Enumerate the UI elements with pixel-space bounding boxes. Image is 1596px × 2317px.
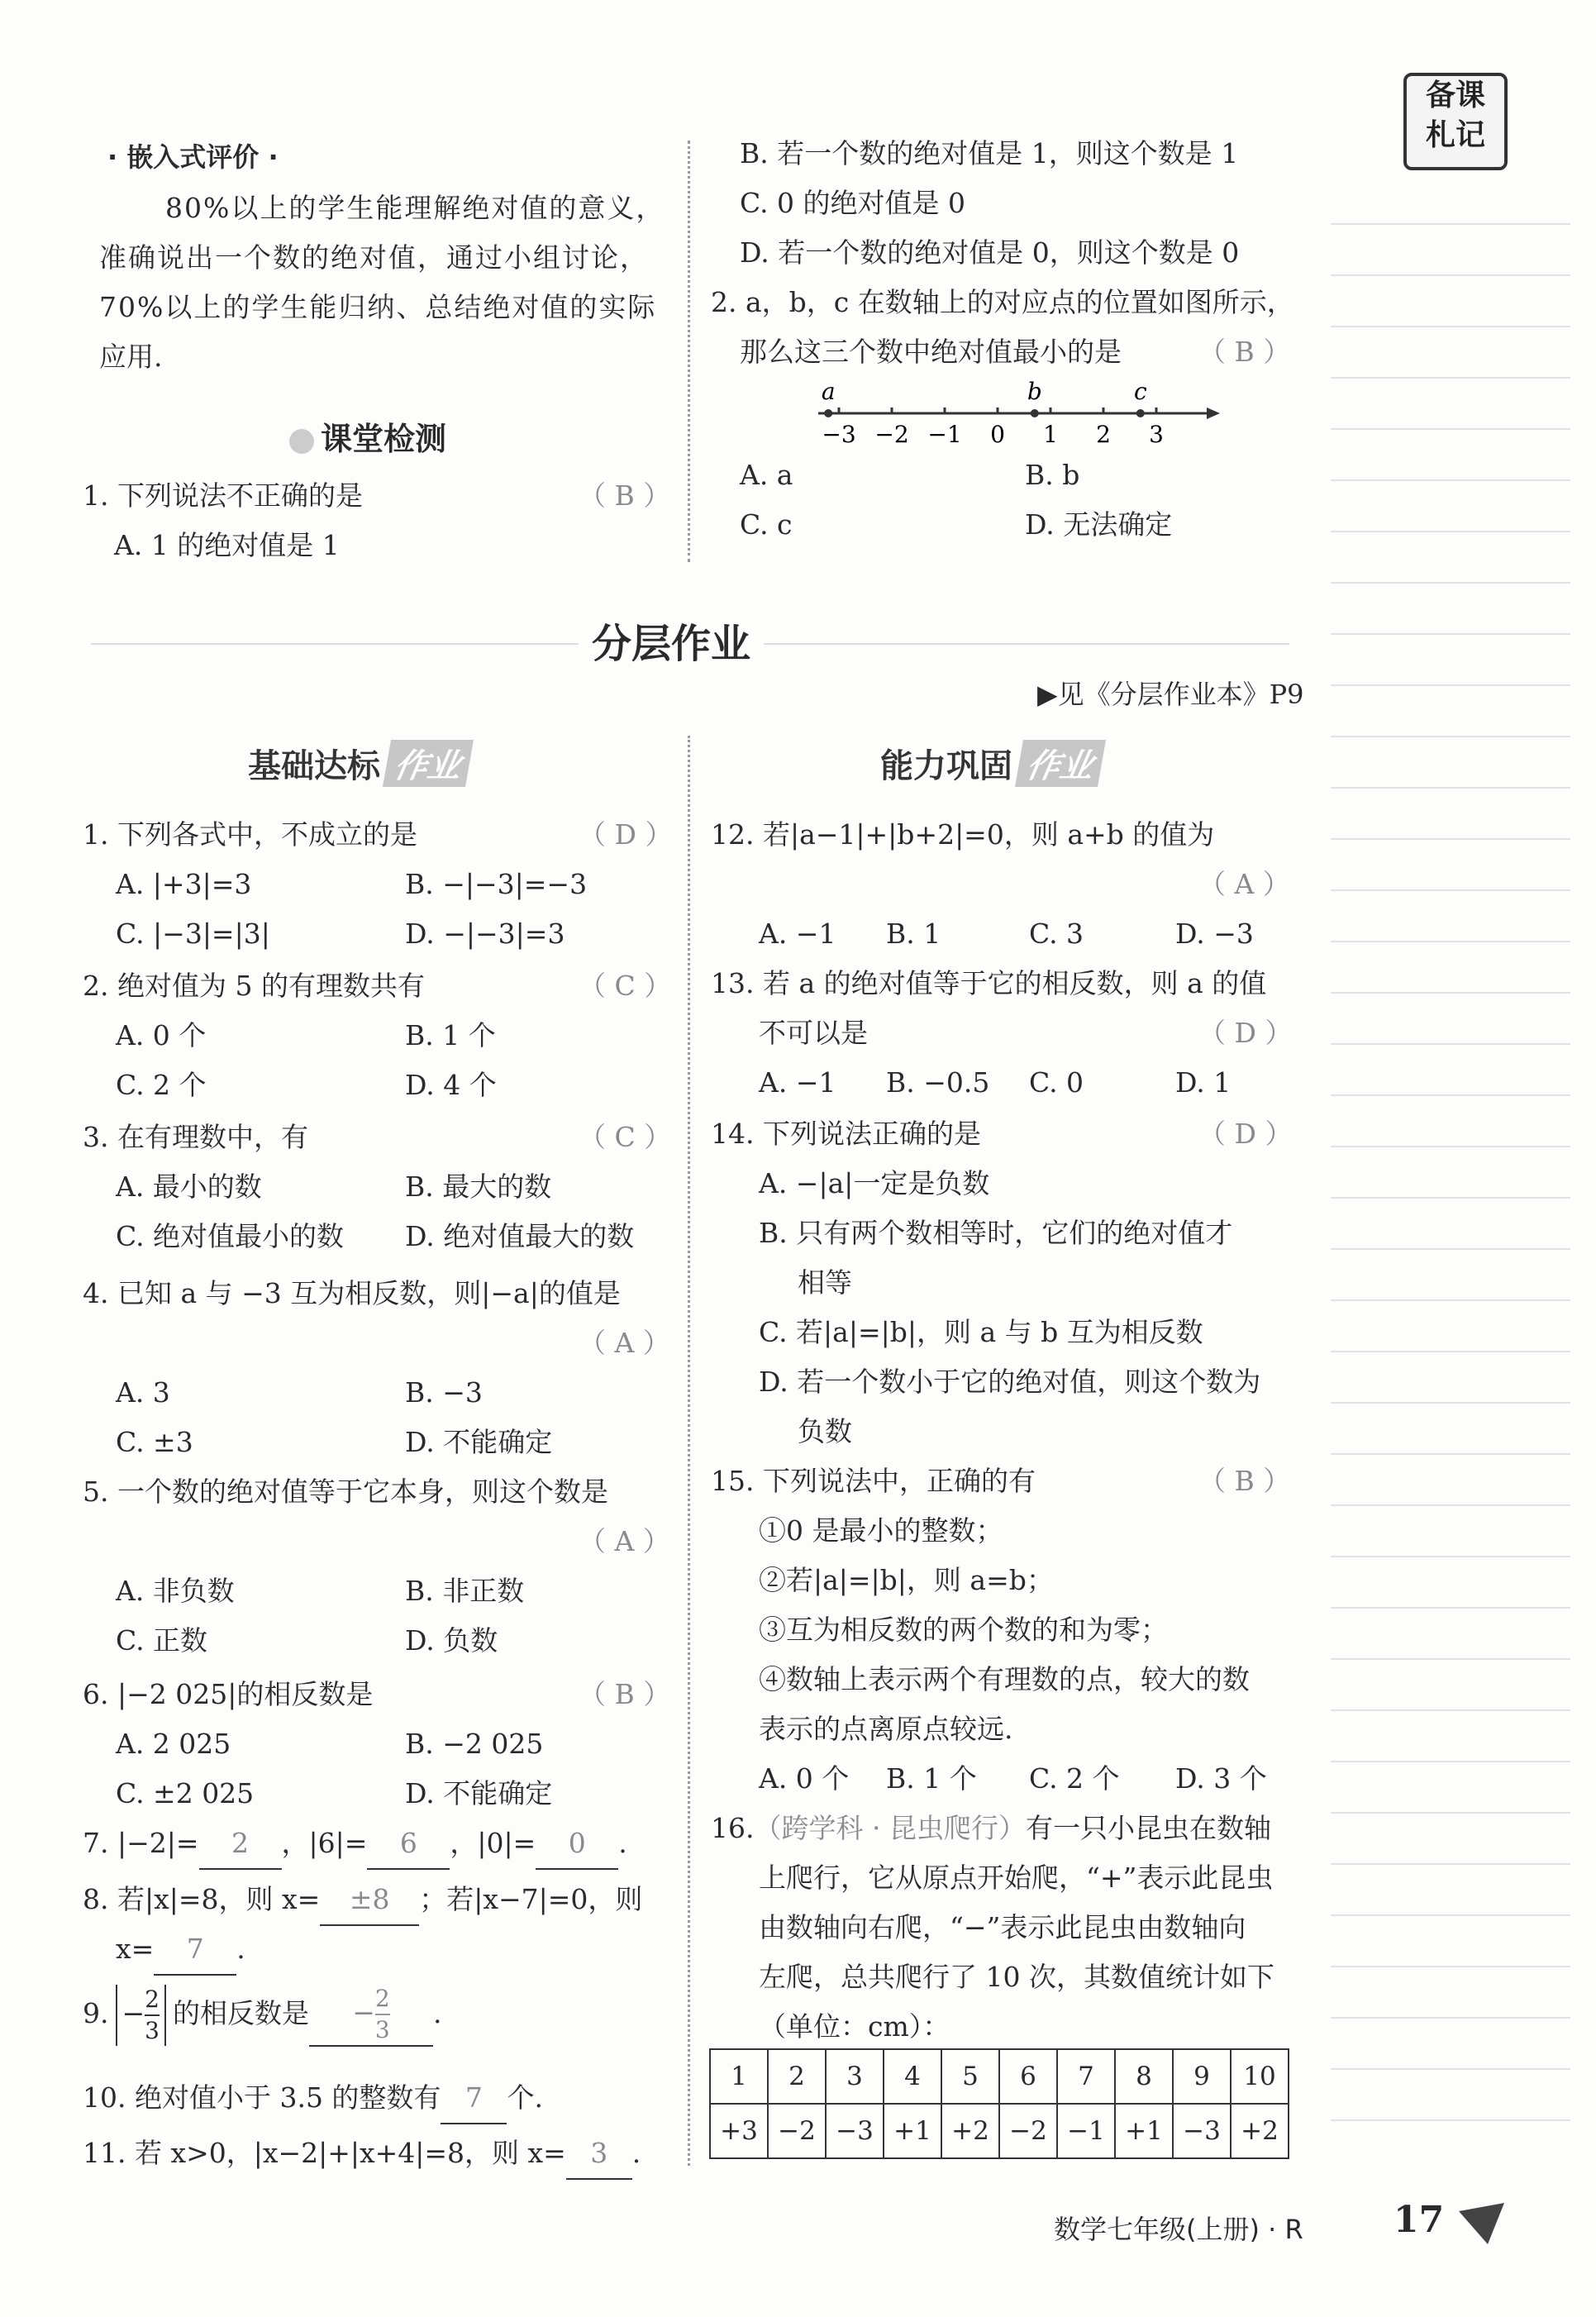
crawl-table-value-cell: +3 — [710, 2104, 768, 2158]
note-line — [1331, 1607, 1570, 1609]
basic-q7-blank: 0 — [536, 1819, 618, 1870]
ability-q15-statement-4: ④数轴上表示两个有理数的点，较大的数 — [759, 1663, 1250, 1695]
crawl-table-index-cell: 6 — [999, 2049, 1057, 2104]
note-line — [1331, 1761, 1570, 1762]
basic-q7-text: ，|6|= — [281, 1827, 368, 1859]
corner-arrow-icon — [1455, 2199, 1513, 2248]
note-line — [1331, 1556, 1570, 1557]
stamp-line1: 备课 — [1425, 79, 1485, 112]
basic-q7-text: ，|0|= — [450, 1827, 536, 1859]
basic-q9-text: 的相反数是 — [172, 1997, 309, 2029]
basic-q1-answer: （ D ） — [579, 818, 673, 851]
tq1-option-d: D. 若一个数的绝对值是 0，则这个数是 0 — [740, 236, 1240, 269]
tq2-option-c: C. c — [740, 508, 793, 541]
basic-q4-option-a: A. 3 — [116, 1376, 170, 1409]
note-line — [1331, 1351, 1570, 1352]
basic-q7-text: . — [618, 1827, 627, 1859]
basic-q5-answer: （ A ） — [579, 1525, 670, 1557]
basic-q4-option-c: C. ±3 — [116, 1426, 193, 1458]
number-line-point — [824, 409, 832, 417]
basic-q6-stem: 6. |−2 025|的相反数是 — [83, 1678, 374, 1710]
note-line — [1331, 1709, 1570, 1711]
note-line — [1331, 889, 1570, 891]
page-number: 17 — [1394, 2199, 1445, 2241]
ability-q14-option-c: C. 若|a|=|b|，则 a 与 b 互为相反数 — [759, 1316, 1203, 1348]
basic-q6-option-b: B. −2 025 — [405, 1728, 544, 1760]
basic-q3-stem: 3. 在有理数中，有 — [83, 1121, 308, 1153]
note-line — [1331, 326, 1570, 327]
note-line — [1331, 684, 1570, 686]
ability-q15-option-d: D. 3 个 — [1175, 1762, 1267, 1795]
basic-q3-option-c: C. 绝对值最小的数 — [116, 1220, 345, 1252]
tq2-option-d: D. 无法确定 — [1025, 508, 1173, 541]
ability-q13-option-c: C. 0 — [1029, 1066, 1084, 1099]
note-line — [1331, 1863, 1570, 1865]
note-line — [1331, 582, 1570, 584]
basic-q8-line1-text: 8. 若|x|=8，则 x= — [83, 1883, 321, 1915]
basic-q4-answer: （ A ） — [579, 1327, 670, 1359]
note-line — [1331, 1299, 1570, 1301]
note-line — [1331, 274, 1570, 276]
basic-q7-blank: 6 — [367, 1819, 450, 1870]
basic-q11-blank: 3 — [566, 2129, 632, 2180]
note-line — [1331, 1043, 1570, 1045]
basic-q8-line1-blank: ±8 — [320, 1875, 419, 1926]
note-line — [1331, 1402, 1570, 1404]
number-line-point — [1136, 409, 1145, 417]
basic-q10-blank: 7 — [441, 2073, 507, 2124]
crawl-table-value-cell: −3 — [1173, 2104, 1231, 2158]
crawl-table-index-cell: 3 — [826, 2049, 884, 2104]
crawl-table-header-row — [710, 2049, 1289, 2104]
note-line — [1331, 633, 1570, 635]
tq2-option-a: A. a — [740, 459, 793, 491]
basic-q9-blank: − $\frac{2}{3}$ — [309, 1984, 433, 2047]
number-line-tick-label: −3 — [822, 421, 856, 448]
basic-q2-answer: （ C ） — [579, 970, 672, 1002]
tq1-option-c: C. 0 的绝对值是 0 — [740, 187, 966, 219]
basic-q3-answer: （ C ） — [579, 1121, 672, 1153]
ability-q14-answer: （ D ） — [1198, 1118, 1293, 1150]
ability-q13-option-d: D. 1 — [1175, 1066, 1232, 1099]
note-line — [1331, 838, 1570, 840]
ability-q12-option-c: C. 3 — [1029, 918, 1084, 950]
basic-heading-text: 基础达标 — [248, 747, 380, 785]
crawl-table-value-cell: −2 — [768, 2104, 826, 2158]
basic-q5-option-d: D. 负数 — [405, 1624, 498, 1657]
ability-q13-option-b: B. −0.5 — [886, 1066, 990, 1099]
tq1-option-a: A. 1 的绝对值是 1 — [114, 529, 340, 561]
note-line — [1331, 1453, 1570, 1455]
basic-q1-stem: 1. 下列各式中，不成立的是 — [83, 818, 417, 851]
ability-q12-stem: 12. 若|a−1|+|b+2|=0，则 a+b 的值为 — [711, 818, 1215, 851]
ability-q13-stem-2: 不可以是 — [759, 1017, 868, 1049]
basic-q2-option-d: D. 4 个 — [405, 1069, 497, 1101]
ability-q12-option-b: B. 1 — [886, 918, 941, 950]
basic-q8-line1 — [83, 1875, 642, 1926]
note-line — [1331, 1197, 1570, 1199]
basic-q6-option-c: C. ±2 025 — [116, 1777, 255, 1809]
basic-q4-option-d: D. 不能确定 — [405, 1426, 553, 1458]
ability-q15-stem: 15. 下列说法中，正确的有 — [711, 1465, 1036, 1497]
note-line — [1331, 428, 1570, 430]
crawl-table-value-cell: −2 — [999, 2104, 1057, 2158]
crawl-table-index-cell: 5 — [941, 2049, 999, 2104]
crawl-table-value-cell: +2 — [941, 2104, 999, 2158]
crawl-table-value-cell: +1 — [1115, 2104, 1173, 2158]
ability-q14-option-a: A. −|a|一定是负数 — [759, 1167, 990, 1199]
note-line — [1331, 1248, 1570, 1250]
ability-q14-option-d-cont: 负数 — [798, 1415, 852, 1447]
eval-line-3: 70%以上的学生能归纳、总结绝对值的实际 — [99, 291, 657, 323]
number-line-point-label: c — [1133, 378, 1147, 405]
ability-heading-text: 能力巩固 — [880, 747, 1012, 785]
tq1-answer: （ B ） — [579, 479, 671, 512]
ability-q14-option-b-cont: 相等 — [798, 1266, 852, 1299]
number-line — [810, 376, 1223, 451]
basic-q4-option-b: B. −3 — [405, 1376, 483, 1409]
ability-q14-option-b: B. 只有两个数相等时，它们的绝对值才 — [759, 1217, 1233, 1249]
ability-q16-number: 16. — [711, 1812, 755, 1844]
ability-heading-tag: 作业 — [1015, 740, 1106, 787]
note-line — [1331, 992, 1570, 994]
note-line — [1331, 1966, 1570, 1967]
note-line — [1331, 479, 1570, 481]
basic-q1-option-c: C. |−3|=|3| — [116, 918, 270, 950]
ability-q15-statement-3: ③互为相反数的两个数的和为零； — [759, 1614, 1168, 1646]
basic-q10 — [83, 2073, 543, 2124]
ability-q16-line-4: 左爬，总共爬行了 10 次，其数值统计如下 — [759, 1961, 1274, 1993]
eval-line-2: 准确说出一个数的绝对值，通过小组讨论， — [99, 241, 649, 274]
ability-q12-option-a: A. −1 — [759, 918, 836, 950]
basic-q1-option-a: A. |+3|=3 — [116, 868, 252, 900]
ability-q12-option-d: D. −3 — [1175, 918, 1254, 950]
crawl-table-value-cell: −3 — [826, 2104, 884, 2158]
basic-q7-blank: 2 — [199, 1819, 282, 1870]
basic-q5-option-c: C. 正数 — [116, 1624, 208, 1657]
note-line — [1331, 1146, 1570, 1147]
note-line — [1331, 1504, 1570, 1506]
note-line — [1331, 1094, 1570, 1096]
basic-heading — [248, 740, 469, 787]
crawl-table-index-cell: 10 — [1231, 2049, 1289, 2104]
tq2-stem-2: 那么这三个数中绝对值最小的是 — [740, 336, 1122, 368]
number-line-tick-label: −2 — [874, 421, 909, 448]
note-line — [1331, 377, 1570, 379]
note-line — [1331, 2119, 1570, 2121]
basic-q9-end: . — [432, 1997, 442, 2029]
crawl-table-index-cell: 4 — [884, 2049, 941, 2104]
crawl-table — [709, 2048, 1289, 2159]
section-ref: ▶见《分层作业本》P9 — [1037, 679, 1304, 710]
ability-q16-line-5: （单位：cm）： — [759, 2010, 950, 2043]
note-line — [1331, 941, 1570, 942]
notes-stamp — [1403, 73, 1508, 170]
crawl-table-index-cell: 2 — [768, 2049, 826, 2104]
basic-q6-option-a: A. 2 025 — [116, 1728, 231, 1760]
basic-q8-line2-blank: 7 — [154, 1924, 236, 1976]
basic-q11-text: . — [631, 2137, 641, 2169]
crawl-table-index-cell: 7 — [1057, 2049, 1115, 2104]
ability-q12-answer: （ A ） — [1198, 868, 1290, 900]
basic-q5-option-a: A. 非负数 — [116, 1575, 235, 1607]
note-line — [1331, 1658, 1570, 1660]
basic-q2-option-a: A. 0 个 — [116, 1019, 207, 1051]
basic-q9-answer-denominator: 3 — [374, 2016, 390, 2043]
main-divider — [688, 736, 690, 2166]
number-line-point-label: a — [821, 378, 836, 405]
number-line-point — [1031, 409, 1039, 417]
note-line — [1331, 2068, 1570, 2070]
ability-heading — [880, 740, 1102, 787]
basic-q11-text: 11. 若 x>0，|x−2|+|x+4|=8，则 x= — [83, 2137, 566, 2169]
note-line — [1331, 1914, 1570, 1916]
basic-heading-tag: 作业 — [383, 740, 474, 787]
basic-q9-answer-numerator: 2 — [375, 1984, 390, 2015]
crawl-table-index-cell: 8 — [1115, 2049, 1173, 2104]
ability-q13-answer: （ D ） — [1198, 1017, 1293, 1049]
basic-q7-text: 7. |−2|= — [83, 1827, 199, 1859]
ability-q16-text: 有一只小昆虫在数轴 — [1025, 1812, 1271, 1844]
note-line — [1331, 223, 1570, 225]
tq1-option-b: B. 若一个数的绝对值是 1，则这个数是 1 — [740, 137, 1239, 169]
notes-margin — [1321, 0, 1569, 2317]
basic-q9 — [83, 1984, 441, 2047]
check-icon — [289, 429, 314, 454]
ability-q15-option-c: C. 2 个 — [1029, 1762, 1120, 1795]
basic-q2-stem: 2. 绝对值为 5 的有理数共有 — [83, 970, 425, 1002]
basic-q7 — [83, 1819, 627, 1870]
check-title: 课堂检测 — [321, 421, 447, 457]
basic-q1-option-b: B. −|−3|=−3 — [405, 868, 588, 900]
ability-q15-answer: （ B ） — [1198, 1465, 1291, 1497]
basic-q2-option-c: C. 2 个 — [116, 1069, 207, 1101]
section-title: 分层作业 — [579, 612, 764, 669]
ability-q16-line-2: 上爬行，它从原点开始爬，“+”表示此昆虫 — [759, 1862, 1274, 1894]
crawl-table-value-cell: +2 — [1231, 2104, 1289, 2158]
basic-q11 — [83, 2129, 641, 2180]
basic-q1-option-d: D. −|−3|=3 — [405, 918, 565, 950]
number-line-arrow — [1207, 408, 1220, 419]
basic-q9-denominator: 3 — [145, 2017, 160, 2044]
basic-q2-option-b: B. 1 个 — [405, 1019, 496, 1051]
basic-q3-option-a: A. 最小的数 — [116, 1170, 262, 1203]
basic-q4-stem: 4. 已知 a 与 −3 互为相反数，则|−a|的值是 — [83, 1277, 621, 1309]
basic-q5-stem: 5. 一个数的绝对值等于它本身，则这个数是 — [83, 1476, 608, 1508]
note-line — [1331, 736, 1570, 737]
basic-q3-option-b: B. 最大的数 — [405, 1170, 552, 1203]
ability-q16-line-1 — [711, 1804, 1271, 1853]
crawl-table-value-cell: −1 — [1057, 2104, 1115, 2158]
number-line-tick-label: 0 — [990, 421, 1005, 448]
basic-q8-line1-text: ；若|x−7|=0，则 — [419, 1883, 643, 1915]
basic-q3-option-d: D. 绝对值最大的数 — [405, 1220, 635, 1252]
tq2-stem-1: 2. a，b，c 在数轴上的对应点的位置如图所示， — [711, 286, 1294, 318]
ability-q15-statement-4-cont: 表示的点离原点较远. — [759, 1713, 1013, 1745]
number-line-tick-label: −1 — [927, 421, 962, 448]
eval-line-4: 应用. — [99, 341, 163, 373]
ability-q16-tag: （跨学科 · 昆虫爬行） — [754, 1812, 1026, 1844]
ability-q15-statement-1: ①0 是最小的整数； — [759, 1514, 1003, 1547]
ability-q14-option-d: D. 若一个数小于它的绝对值，则这个数为 — [759, 1366, 1261, 1398]
note-line — [1331, 1812, 1570, 1814]
crawl-table-index-cell: 1 — [710, 2049, 768, 2104]
ability-q13-option-a: A. −1 — [759, 1066, 836, 1099]
ability-q15-statement-2: ②若|a|=|b|，则 a=b； — [759, 1564, 1054, 1596]
note-line — [1331, 531, 1570, 532]
crawl-table-value-cell: +1 — [884, 2104, 941, 2158]
basic-q9-number: 9. — [83, 1997, 109, 2029]
crawl-table-index-cell: 9 — [1173, 2049, 1231, 2104]
basic-q6-answer: （ B ） — [579, 1678, 671, 1710]
check-heading — [289, 413, 446, 459]
basic-q9-abs-fraction: − $\frac{2}{3}$ — [116, 1985, 166, 2046]
number-line-tick-label: 2 — [1096, 421, 1111, 448]
ability-q15-option-b: B. 1 个 — [886, 1762, 977, 1795]
basic-q8-line2 — [116, 1924, 245, 1976]
number-line-tick-label: 3 — [1149, 421, 1164, 448]
number-line-point-label: b — [1027, 378, 1042, 405]
basic-q9-numerator: 2 — [145, 1985, 160, 2016]
basic-q10-text: 10. 绝对值小于 3.5 的整数有 — [83, 2081, 441, 2114]
number-line-tick-label: 1 — [1043, 421, 1058, 448]
tq1-stem: 1. 下列说法不正确的是 — [83, 479, 363, 512]
note-line — [1331, 2017, 1570, 2019]
basic-q5-option-b: B. 非正数 — [405, 1575, 525, 1607]
basic-q6-option-d: D. 不能确定 — [405, 1777, 553, 1809]
ability-q13-stem-1: 13. 若 a 的绝对值等于它的相反数，则 a 的值 — [711, 967, 1267, 999]
top-divider — [688, 141, 690, 562]
basic-q8-line2-text: x= — [116, 1933, 155, 1965]
stamp-line2: 札记 — [1425, 118, 1485, 152]
basic-q8-line2-text: . — [236, 1933, 245, 1965]
basic-q10-text: 个. — [507, 2081, 543, 2114]
ability-q16-line-3: 由数轴向右爬，“−”表示此昆虫由数轴向 — [759, 1911, 1246, 1943]
eval-line-1: 80%以上的学生能理解绝对值的意义， — [165, 192, 665, 224]
footer-book: 数学七年级(上册) · R — [1054, 2214, 1303, 2245]
tq2-option-b: B. b — [1025, 459, 1080, 491]
crawl-table-value-row — [710, 2104, 1289, 2158]
ability-q15-option-a: A. 0 个 — [759, 1762, 850, 1795]
tq2-answer: （ B ） — [1198, 336, 1291, 368]
ability-q14-stem: 14. 下列说法正确的是 — [711, 1118, 981, 1150]
eval-title: · 嵌入式评价 · — [107, 141, 279, 173]
note-line — [1331, 787, 1570, 789]
